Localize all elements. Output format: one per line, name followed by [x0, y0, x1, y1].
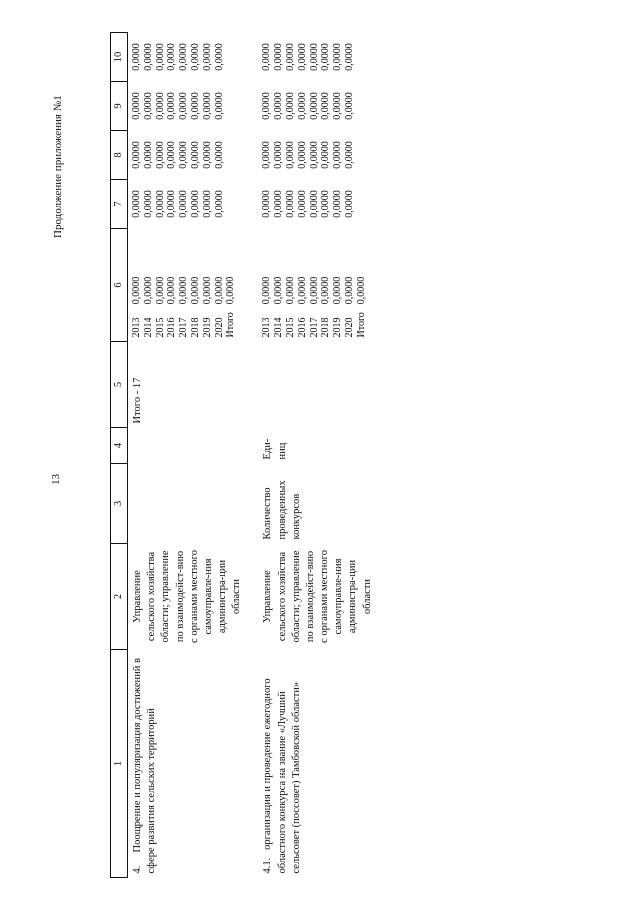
header-col-2: 2: [111, 544, 128, 650]
unit-cell: Еди-ниц: [262, 438, 288, 460]
col10-values: 0,0000 0,0000 0,0000 0,0000 0,0000 0,0000 0,0000 0,0000: [261, 43, 355, 71]
col7-values: 0,0000 0,0000 0,0000 0,0000 0,0000 0,0000 0,0000 0,0000: [261, 190, 355, 218]
years-list: 2013 2014 2015 2016 2017 2018 2019 2020 Итого: [261, 312, 367, 338]
note-cell: Итого - 17: [132, 377, 143, 424]
note-cell: [247, 342, 377, 428]
header-col-9: 9: [111, 82, 128, 131]
header-col-5: 5: [111, 342, 128, 428]
indicator-cell: [128, 464, 248, 544]
table-row: [247, 33, 377, 878]
header-col-1: 1: [111, 650, 128, 878]
table-row: [128, 33, 248, 878]
activity-name: организация и проведение ежегодного областного конкурса на звание «Лучший сельсовет (поссовет) Тамбовской области»: [262, 678, 302, 874]
header-col-4: 4: [111, 428, 128, 464]
years-values-cell: [247, 229, 377, 342]
executor-cell: Управление сельского хозяйства области; управление по взаимодейст-вию с органами местного самоуправле-ния администра-ции области: [262, 550, 373, 643]
years-values-cell: [128, 229, 248, 342]
col6-values: 0,0000 0,0000 0,0000 0,0000 0,0000 0,0000 0,0000 0,0000 0,0000: [131, 276, 237, 305]
activity-name: Поощрение и популяризация достижений в сфере развития сельских территорий: [132, 657, 158, 874]
indicator-cell: Количество проведенных конкурсов: [262, 480, 302, 540]
rotated-table-sheet: [110, 33, 630, 878]
unit-cell: [128, 428, 248, 464]
header-col-3: 3: [111, 464, 128, 544]
header-col-7: 7: [111, 180, 128, 229]
col8-values: 0,0000 0,0000 0,0000 0,0000 0,0000 0,0000 0,0000 0,0000: [261, 141, 355, 169]
col6-values: 0,0000 0,0000 0,0000 0,0000 0,0000 0,0000 0,0000 0,0000 0,0000: [261, 276, 367, 305]
col9-values: 0,0000 0,0000 0,0000 0,0000 0,0000 0,0000 0,0000 0,0000: [261, 92, 355, 120]
row-number: 4.: [132, 865, 143, 874]
header-col-10: 10: [111, 33, 128, 82]
header-col-8: 8: [111, 131, 128, 180]
annex-continuation-label: Продолжение приложения №1: [52, 95, 64, 238]
executor-cell: Управление сельского хозяйства области; управление по взаимодейст-вию с органами местного самоуправле-ния администра-ции области: [132, 550, 243, 643]
col8-values: 0,0000 0,0000 0,0000 0,0000 0,0000 0,0000 0,0000 0,0000: [131, 141, 225, 169]
col7-values: 0,0000 0,0000 0,0000 0,0000 0,0000 0,0000 0,0000 0,0000: [131, 190, 225, 218]
col10-values: 0,0000 0,0000 0,0000 0,0000 0,0000 0,0000 0,0000 0,0000: [131, 43, 225, 71]
row-number: 4.1.: [262, 857, 274, 874]
years-list: 2013 2014 2015 2016 2017 2018 2019 2020 Итого: [131, 312, 237, 338]
header-row: [111, 33, 128, 878]
row-number-name-cell: [128, 650, 248, 878]
row-number-name-cell: [247, 650, 377, 878]
page-number: 13: [50, 474, 62, 485]
col9-values: 0,0000 0,0000 0,0000 0,0000 0,0000 0,0000 0,0000 0,0000: [131, 92, 225, 120]
header-col-6: 6: [111, 229, 128, 342]
program-table: [110, 32, 378, 878]
